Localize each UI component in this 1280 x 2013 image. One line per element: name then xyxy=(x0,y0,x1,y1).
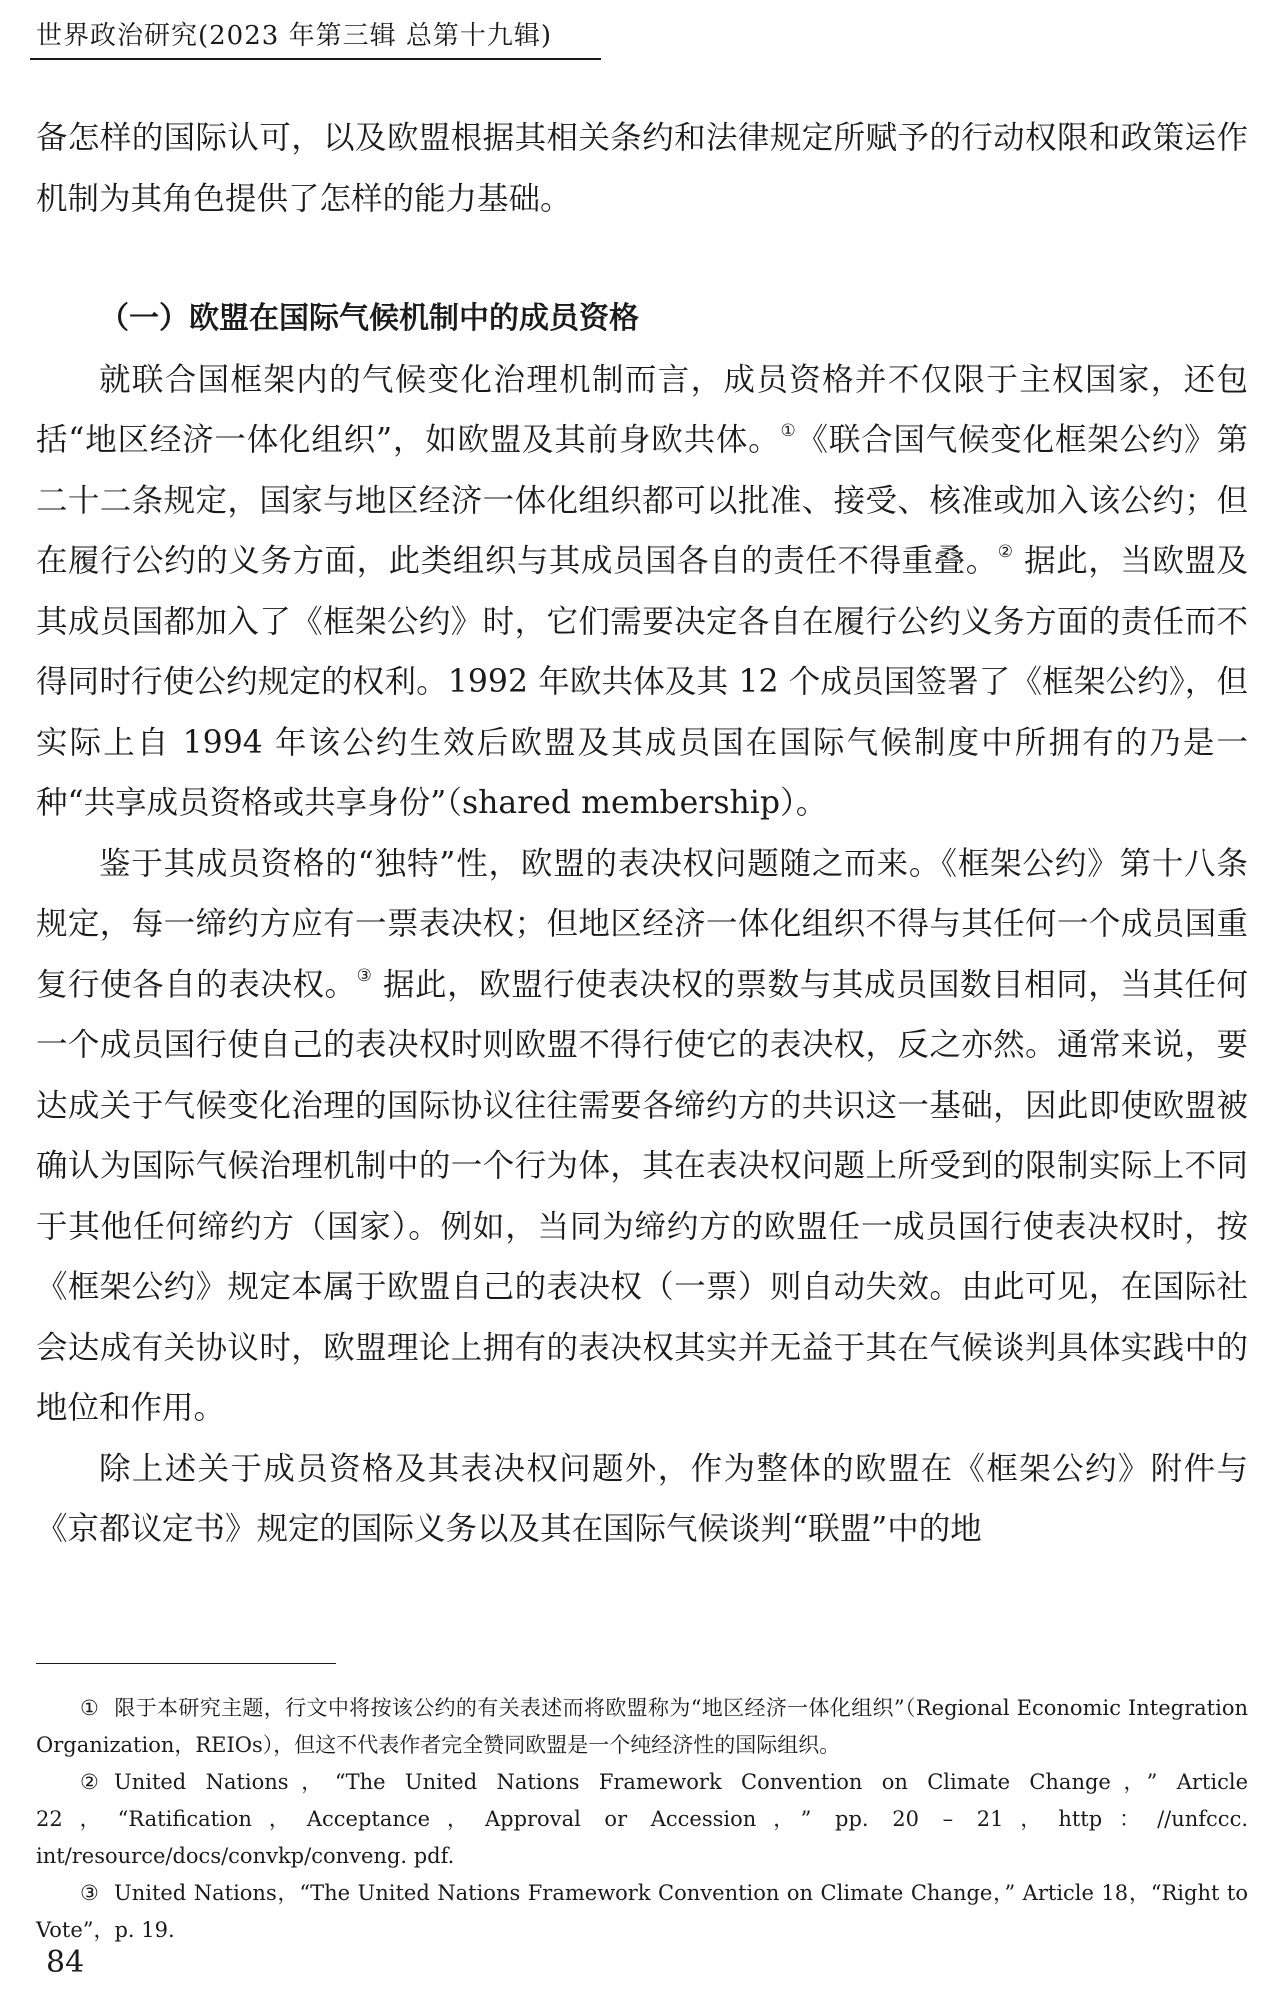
paragraph-obligations: 除上述关于成员资格及其表决权问题外，作为整体的欧盟在《框架公约》附件与《京都议定书》规定的国际义务以及其在国际气候谈判“联盟”中的地 xyxy=(36,1450,1248,1547)
footnote-ref-1[interactable]: ① xyxy=(780,421,797,441)
footnotes xyxy=(36,1690,1248,1949)
paragraph-text: 据此，欧盟行使表决权的票数与其成员国数目相同，当其任何一个成员国行使自己的表决权时则欧盟不得行使它的表决权，反之亦然。通常来说，要达成关于气候变化治理的国际协议往往需要各缔约方的共识这一基础，因此即使欧盟被确认为国际气候治理机制中的一个行为体，其在表决权问题上所受到的限制实际上不同于其他任何缔约方（国家）。例如，当同为缔约方的欧盟任一成员国行使表决权时，按《框架公约》规定本属于欧盟自己的表决权（一票）则自动失效。由此可见，在国际社会达成有关协议时，欧盟理论上拥有的表决权其实并无益于其在气候谈判具体实践中的地位和作用。 xyxy=(36,966,1248,1426)
paragraph-text: 鉴于其成员资格的“独特”性，欧盟的表决权问题随之而来。《框架公约》第十八条规定，每一缔约方应有一票表决权；但地区经济一体化组织不得与其任何一个成员国重复行使各自的表决权。 xyxy=(36,845,1248,1003)
section-spacer xyxy=(36,229,1248,289)
paragraph-voting xyxy=(36,834,1248,1439)
body-text xyxy=(36,108,1248,1560)
paragraph-text: 就联合国框架内的气候变化治理机制而言，成员资格并不仅限于主权国家，还包括“地区经济一体化组织”，如欧盟及其前身欧共体。 xyxy=(36,361,1248,458)
paragraph-text: 《联合国气候变化框架公约》第二十二条规定，国家与地区经济一体化组织都可以批准、接受、核准或加入该公约；但在履行公约的义务方面，此类组织与其成员国各自的责任不得重叠。 xyxy=(36,422,1248,579)
footnote-number: ③ xyxy=(80,1881,99,1905)
paragraph-continuation: 备怎样的国际认可，以及欧盟根据其相关条约和法律规定所赋予的行动权限和政策运作机制为其角色提供了怎样的能力基础。 xyxy=(36,120,1248,217)
paragraph-membership xyxy=(36,350,1248,834)
page-number: 84 xyxy=(46,1945,85,1980)
footnote-ref-2[interactable]: ② xyxy=(997,542,1014,562)
footnote-divider xyxy=(36,1663,336,1664)
section-heading: （一）欧盟在国际气候机制中的成员资格 xyxy=(99,301,639,336)
footnote-ref-3[interactable]: ③ xyxy=(356,965,373,986)
footnote-text: United Nations，“The United Nations Framework Convention on Climate Change，” Article 22，“Ratification，Acceptance，Approval or Accession，” pp. 20 – 21，http：//unfccc. int/resource/docs/convkp/conveng. pdf. xyxy=(36,1770,1248,1868)
running-header: 世界政治研究(2023 年第三辑 总第十九辑) xyxy=(30,14,601,60)
footnote-2 xyxy=(36,1764,1248,1875)
paragraph-text: 据此，当欧盟及其成员国都加入了《框架公约》时，它们需要决定各自在履行公约义务方面的责任而不得同时行使公约规定的权利。1992 年欧共体及其 12 个成员国签署了《框架公约》，但实际上自 1994 年该公约生效后欧盟及其成员国在国际气候制度中所拥有的乃是一种“共享成员资格或共享身份”（shared membership）。 xyxy=(36,543,1249,821)
footnote-text: 限于本研究主题，行文中将按该公约的有关表述而将欧盟称为“地区经济一体化组织”（Regional Economic Integration Organization，REIOs），但这不代表作者完全赞同欧盟是一个纯经济性的国际组织。 xyxy=(36,1696,1248,1757)
footnote-text: United Nations，“The United Nations Framework Convention on Climate Change，” Article 18，“Right to Vote”，p. 19. xyxy=(36,1881,1248,1942)
footnote-number: ① xyxy=(80,1696,99,1720)
footnote-3 xyxy=(36,1875,1248,1949)
footnote-1 xyxy=(36,1690,1248,1764)
footnote-number: ② xyxy=(80,1770,99,1794)
